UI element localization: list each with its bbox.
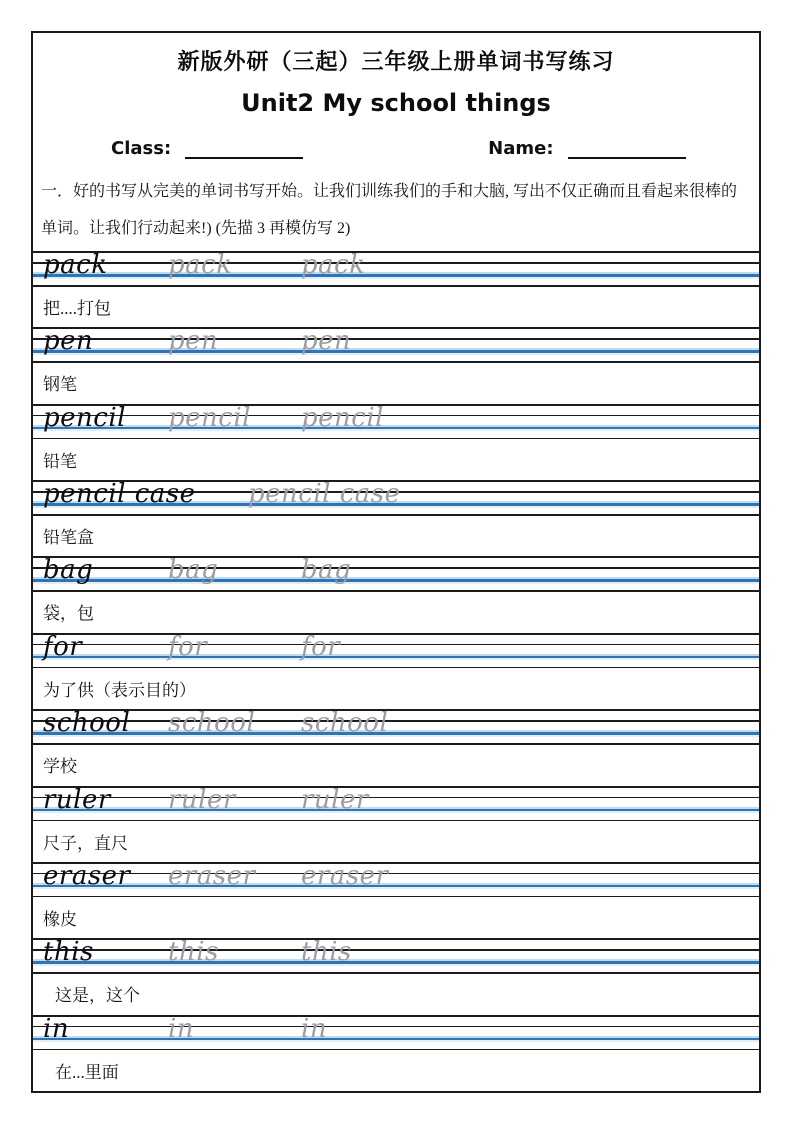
- word-translation: 铅笔盒: [43, 528, 94, 548]
- practice-word-trace-2: eraser: [301, 860, 389, 891]
- handwriting-guide: [33, 251, 759, 287]
- handwriting-guide: [33, 404, 759, 440]
- guide-line-top: [33, 938, 759, 940]
- word-translation: 把....打包: [43, 299, 111, 318]
- handwriting-guide: [33, 709, 759, 745]
- word-practice-row: [33, 251, 759, 327]
- guide-line-top: [33, 251, 759, 253]
- practice-word: in: [43, 1013, 70, 1044]
- practice-word-trace-1: school: [168, 708, 256, 739]
- word-translation: 在...里面: [55, 1062, 119, 1082]
- guide-baseline-blue: [33, 579, 759, 582]
- word-practice-row: [33, 709, 759, 785]
- practice-word-trace-1: pen: [168, 326, 219, 357]
- handwriting-guide: [33, 556, 759, 592]
- guide-baseline-blue: [33, 885, 759, 888]
- guide-line-bottom: [33, 590, 759, 592]
- guide-line-mid: [33, 567, 759, 569]
- practice-word-trace-2: for: [301, 631, 341, 662]
- practice-word-trace-1: pack: [168, 250, 233, 280]
- practice-word: pencil case: [43, 479, 196, 510]
- word-practice-row: [33, 786, 759, 862]
- word-translation: 学校: [43, 757, 77, 777]
- guide-line-bottom: [33, 361, 759, 363]
- guide-line-bottom: [33, 972, 759, 974]
- practice-word-trace-1: eraser: [168, 860, 256, 891]
- handwriting-guide: [33, 633, 759, 669]
- guide-line-mid: [33, 949, 759, 951]
- practice-word-trace-2: pack: [301, 250, 366, 280]
- guide-line-top: [33, 327, 759, 329]
- practice-word: this: [43, 937, 94, 968]
- practice-word-trace-2: ruler: [301, 784, 369, 815]
- practice-word: pencil: [43, 402, 126, 433]
- instruction-text: 一．好的书写从完美的单词书写开始。让我们训练我们的手和大脑, 写出不仅正确而且看起来很棒的单词。让我们行动起来!) (先描 3 再模仿写 2): [41, 183, 738, 237]
- guide-baseline-blue: [33, 1038, 759, 1041]
- guide-line-top: [33, 1015, 759, 1017]
- word-practice-row: [33, 404, 759, 480]
- word-translation: 这是，这个: [55, 986, 140, 1006]
- word-practice-row: [33, 1015, 759, 1091]
- name-blank-line: [568, 139, 686, 159]
- practice-word-trace-1: for: [168, 631, 208, 662]
- guide-line-bottom: [33, 514, 759, 516]
- word-translation: 袋，包: [43, 604, 94, 624]
- practice-word: pack: [43, 250, 108, 280]
- guide-baseline-blue: [33, 427, 759, 430]
- guide-baseline-blue: [33, 656, 759, 659]
- word-translation: 橡皮: [43, 909, 77, 929]
- guide-line-mid: [33, 262, 759, 264]
- handwriting-guide: [33, 480, 759, 516]
- page-title: 新版外研（三起）三年级上册单词书写练习: [177, 49, 615, 74]
- guide-line-mid: [33, 1026, 759, 1028]
- practice-word-trace-2: pencil: [301, 402, 384, 433]
- guide-baseline-blue: [33, 350, 759, 353]
- guide-line-mid: [33, 338, 759, 340]
- guide-line-mid: [33, 415, 759, 417]
- word-translation: 钢笔: [43, 375, 77, 395]
- practice-word-trace-1: ruler: [168, 784, 236, 815]
- guide-line-bottom: [33, 820, 759, 822]
- practice-word: school: [43, 708, 131, 739]
- word-translation: 尺子，直尺: [43, 833, 128, 853]
- practice-word-trace-1: pencil: [168, 402, 251, 433]
- handwriting-guide: [33, 862, 759, 898]
- unit-subtitle: Unit2 My school things: [241, 89, 551, 117]
- guide-line-bottom: [33, 743, 759, 745]
- word-practice-row: [33, 556, 759, 632]
- guide-line-top: [33, 709, 759, 711]
- class-name-row: [111, 135, 759, 159]
- practice-word-trace-1: bag: [168, 555, 219, 586]
- practice-word: pen: [43, 326, 94, 357]
- practice-word-trace-1: in: [168, 1013, 195, 1044]
- word-practice-row: [33, 633, 759, 709]
- guide-line-bottom: [33, 896, 759, 898]
- word-practice-row: [33, 327, 759, 403]
- practice-word-trace-2: bag: [301, 555, 352, 586]
- handwriting-guide: [33, 1015, 759, 1051]
- practice-word: eraser: [43, 860, 131, 891]
- word-practice-row: [33, 480, 759, 556]
- practice-word-trace-2: this: [301, 937, 352, 968]
- guide-baseline-blue: [33, 961, 759, 964]
- guide-line-bottom: [33, 438, 759, 440]
- guide-baseline-blue: [33, 809, 759, 812]
- worksheet-page: [31, 31, 761, 1093]
- guide-line-mid: [33, 720, 759, 722]
- handwriting-guide: [33, 786, 759, 822]
- class-label: Class:: [111, 138, 172, 159]
- practice-word-trace-1: pencil case: [248, 479, 401, 510]
- practice-word: ruler: [43, 784, 111, 815]
- guide-line-mid: [33, 644, 759, 646]
- class-blank-line: [185, 139, 303, 159]
- practice-word-trace-2: school: [301, 708, 389, 739]
- guide-baseline-blue: [33, 732, 759, 735]
- guide-line-top: [33, 633, 759, 635]
- handwriting-guide: [33, 327, 759, 363]
- name-label: Name:: [488, 138, 554, 159]
- handwriting-guide: [33, 938, 759, 974]
- guide-line-mid: [33, 797, 759, 799]
- practice-word-trace-2: pen: [301, 326, 352, 357]
- word-translation: 铅笔: [43, 451, 77, 471]
- practice-word-trace-1: this: [168, 937, 219, 968]
- word-practice-row: [33, 938, 759, 1014]
- guide-baseline-blue: [33, 274, 759, 277]
- practice-word: bag: [43, 555, 94, 586]
- guide-line-bottom: [33, 1049, 759, 1051]
- guide-line-top: [33, 786, 759, 788]
- guide-line-top: [33, 556, 759, 558]
- practice-word: for: [43, 631, 83, 662]
- word-practice-row: [33, 862, 759, 938]
- word-translation: 为了供（表示目的）: [43, 680, 196, 700]
- guide-line-bottom: [33, 667, 759, 669]
- practice-word-trace-2: in: [301, 1013, 328, 1044]
- guide-line-bottom: [33, 285, 759, 287]
- word-practice-list: [33, 251, 759, 1091]
- guide-line-mid: [33, 873, 759, 875]
- guide-line-top: [33, 862, 759, 864]
- guide-line-top: [33, 404, 759, 406]
